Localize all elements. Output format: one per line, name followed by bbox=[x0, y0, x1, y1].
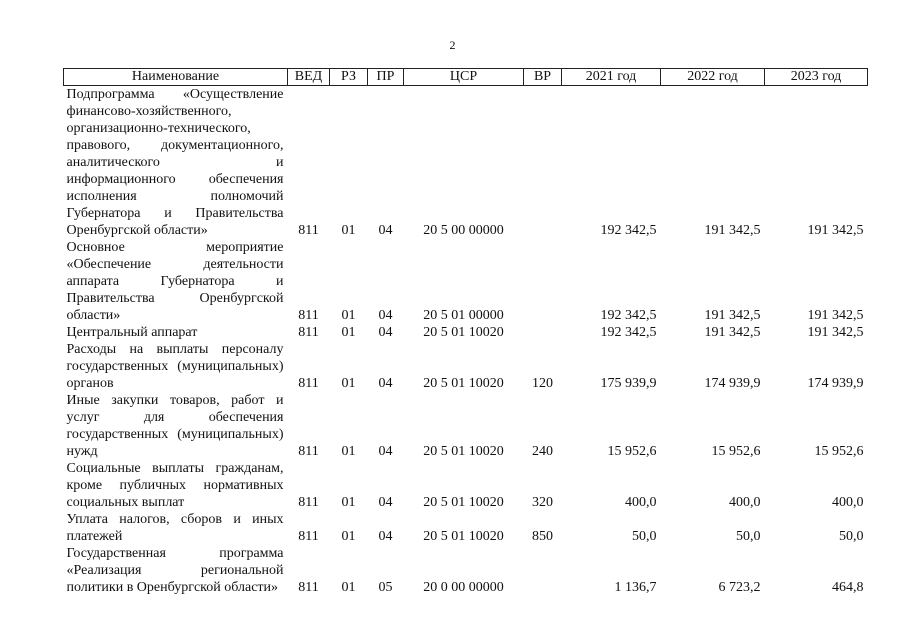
row-name: Расходы на выплаты персоналу государственных (муниципальных) органов bbox=[66, 342, 284, 391]
header-pr: ПР bbox=[368, 69, 404, 86]
row-vr bbox=[524, 324, 562, 341]
row-rz: 01 bbox=[341, 529, 356, 544]
row-vr bbox=[524, 239, 562, 324]
row-2023: 174 939,9 bbox=[807, 376, 864, 391]
row-csr: 20 5 01 10020 bbox=[423, 444, 504, 459]
row-csr: 20 5 01 10020 bbox=[423, 495, 504, 510]
row-name: Социальные выплаты гражданам, кроме публичных нормативных социальных выплат bbox=[66, 461, 284, 510]
table-row bbox=[64, 511, 868, 545]
row-pr: 04 bbox=[378, 529, 393, 544]
row-ved: 811 bbox=[298, 376, 319, 391]
page-number: 2 bbox=[449, 38, 456, 52]
table-row bbox=[64, 341, 868, 392]
row-2021: 192 342,5 bbox=[600, 308, 657, 323]
header-vr: ВР bbox=[524, 69, 562, 86]
row-pr: 04 bbox=[378, 444, 393, 459]
row-2021: 175 939,9 bbox=[600, 376, 657, 391]
row-2023: 191 342,5 bbox=[807, 308, 864, 323]
header-ved: ВЕД bbox=[288, 69, 330, 86]
row-ved: 811 bbox=[298, 495, 319, 510]
row-2022: 174 939,9 bbox=[704, 376, 761, 391]
row-2022: 400,0 bbox=[729, 495, 761, 510]
row-name: Уплата налогов, сборов и иных платежей bbox=[66, 512, 284, 544]
row-csr: 20 5 01 10020 bbox=[423, 529, 504, 544]
row-ved: 811 bbox=[298, 325, 319, 340]
header-rz: РЗ bbox=[330, 69, 368, 86]
row-pr: 05 bbox=[378, 580, 393, 595]
row-2021: 50,0 bbox=[632, 529, 657, 544]
row-ved: 811 bbox=[298, 308, 319, 323]
row-2022: 6 723,2 bbox=[718, 580, 761, 595]
header-csr: ЦСР bbox=[404, 69, 524, 86]
row-2022: 191 342,5 bbox=[704, 223, 761, 238]
row-csr: 20 5 01 10020 bbox=[423, 376, 504, 391]
row-rz: 01 bbox=[341, 444, 356, 459]
table-row bbox=[64, 545, 868, 596]
row-name: Подпрограмма «Осуществление финансово-хозяйственного, организационно-технического, правового, документационного, аналитического и информационного обеспечения исполнения полномочий Губернатора и Правительства Оренбургской области» bbox=[66, 87, 284, 238]
row-ved: 811 bbox=[298, 223, 319, 238]
budget-table bbox=[63, 68, 868, 596]
row-rz: 01 bbox=[341, 325, 356, 340]
row-rz: 01 bbox=[341, 223, 356, 238]
row-2021: 192 342,5 bbox=[600, 223, 657, 238]
row-rz: 01 bbox=[341, 376, 356, 391]
row-name: Основное мероприятие «Обеспечение деятельности аппарата Губернатора и Правительства Оренбургской области» bbox=[66, 240, 284, 323]
row-csr: 20 0 00 00000 bbox=[423, 580, 504, 595]
row-pr: 04 bbox=[378, 325, 393, 340]
table-body bbox=[64, 86, 868, 597]
row-vr: 120 bbox=[532, 376, 553, 391]
table-row bbox=[64, 392, 868, 460]
row-name: Центральный аппарат bbox=[66, 325, 198, 340]
row-pr: 04 bbox=[378, 495, 393, 510]
row-2022: 191 342,5 bbox=[704, 308, 761, 323]
header-2022: 2022 год bbox=[661, 69, 765, 86]
row-2022: 50,0 bbox=[736, 529, 761, 544]
header-name: Наименование bbox=[64, 69, 288, 86]
row-rz: 01 bbox=[341, 580, 356, 595]
row-2021: 192 342,5 bbox=[600, 325, 657, 340]
row-csr: 20 5 00 00000 bbox=[423, 223, 504, 238]
row-vr: 240 bbox=[532, 444, 553, 459]
row-2021: 15 952,6 bbox=[607, 444, 657, 459]
row-pr: 04 bbox=[378, 376, 393, 391]
table-row bbox=[64, 239, 868, 324]
header-2021: 2021 год bbox=[562, 69, 661, 86]
row-2023: 464,8 bbox=[832, 580, 864, 595]
row-2023: 15 952,6 bbox=[814, 444, 864, 459]
row-pr: 04 bbox=[378, 308, 393, 323]
row-rz: 01 bbox=[341, 495, 356, 510]
row-2021: 1 136,7 bbox=[614, 580, 657, 595]
row-2023: 191 342,5 bbox=[807, 223, 864, 238]
row-vr bbox=[524, 545, 562, 596]
row-2022: 191 342,5 bbox=[704, 325, 761, 340]
row-name: Иные закупки товаров, работ и услуг для обеспечения государственных (муниципальных) нужд bbox=[66, 393, 284, 459]
row-2023: 50,0 bbox=[839, 529, 864, 544]
row-ved: 811 bbox=[298, 529, 319, 544]
header-2023: 2023 год bbox=[765, 69, 868, 86]
row-ved: 811 bbox=[298, 444, 319, 459]
row-rz: 01 bbox=[341, 308, 356, 323]
row-vr: 850 bbox=[532, 529, 553, 544]
row-csr: 20 5 01 00000 bbox=[423, 308, 504, 323]
row-2022: 15 952,6 bbox=[711, 444, 761, 459]
table-header bbox=[64, 69, 868, 86]
row-ved: 811 bbox=[298, 580, 319, 595]
row-vr: 320 bbox=[532, 495, 553, 510]
row-name: Государственная программа «Реализация региональной политики в Оренбургской области» bbox=[66, 546, 284, 595]
row-2023: 191 342,5 bbox=[807, 325, 864, 340]
row-vr bbox=[524, 86, 562, 240]
row-2021: 400,0 bbox=[625, 495, 657, 510]
table-row bbox=[64, 86, 868, 240]
row-2023: 400,0 bbox=[832, 495, 864, 510]
table-row bbox=[64, 460, 868, 511]
row-pr: 04 bbox=[378, 223, 393, 238]
row-csr: 20 5 01 10020 bbox=[423, 325, 504, 340]
table-row bbox=[64, 324, 868, 341]
